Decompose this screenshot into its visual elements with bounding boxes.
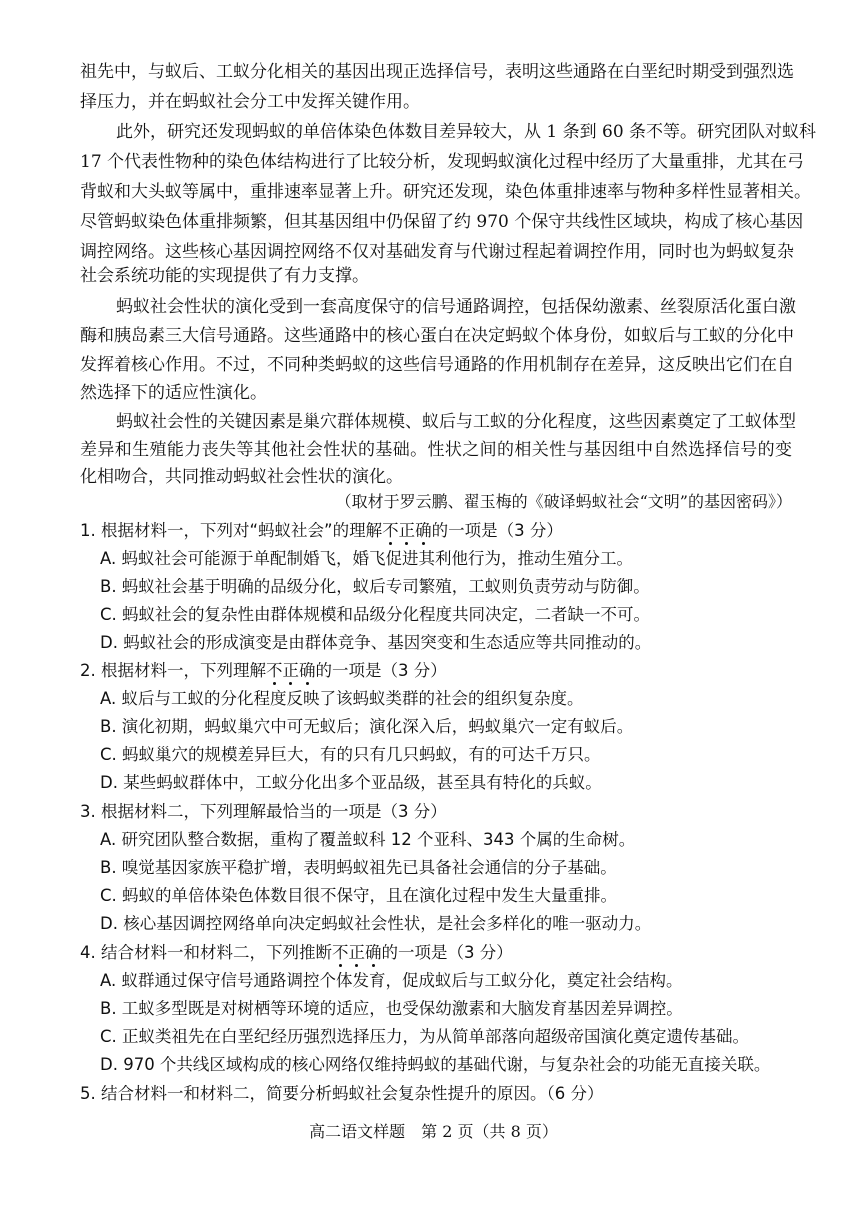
passage-line: 背蚁和大头蚁等属中，重排速率显著上升。研究还发现，染色体重排速率与物种多样性显著相关。 (80, 182, 811, 202)
page-footer: 高二语文样题 第 2 页（共 8 页） (309, 1122, 558, 1141)
emphasis-marked-text: 不正确 (382, 521, 432, 540)
question-4-option-b: B. 工蚁多型既是对树栖等环境的适应，也受保幼激素和大脑发育基因差异调控。 (100, 999, 683, 1018)
question-2-option-a: A. 蚁后与工蚁的分化程度反映了该蚂蚁类群的社会的组织复杂度。 (100, 689, 584, 708)
passage-line: 择压力，并在蚂蚁社会分工中发挥关键作用。 (80, 92, 420, 112)
question-4-option-d: D. 970 个共线区域构成的核心网络仅维持蚂蚁的基础代谢，与复杂社会的功能无直接关联。 (100, 1055, 771, 1074)
question-3-stem: 3. 根据材料二，下列理解最恰当的一项是（3 分） (80, 802, 447, 821)
passage-line: 祖先中，与蚁后、工蚁分化相关的基因出现正选择信号，表明这些通路在白垩纪时期受到强烈选 (80, 62, 794, 82)
question-2-stem: 2. 根据材料一，下列理解不正确的一项是（3 分） (80, 661, 447, 680)
passage-line: 蚂蚁社会性的关键因素是巢穴群体规模、蚁后与工蚁的分化程度，这些因素奠定了工蚁体型 (116, 412, 796, 432)
question-5-stem: 5. 结合材料一和材料二，简要分析蚂蚁社会复杂性提升的原因。（6 分） (80, 1084, 604, 1103)
question-4-stem: 4. 结合材料一和材料二，下列推断不正确的一项是（3 分） (80, 943, 513, 962)
question-2-option-d: D. 某些蚂蚁群体中，工蚁分化出多个亚品级，甚至具有特化的兵蚁。 (100, 773, 602, 792)
passage-line: 酶和胰岛素三大信号通路。这些通路中的核心蛋白在决定蚂蚁个体身份，如蚁后与工蚁的分化中 (80, 326, 794, 346)
question-1-option-d: D. 蚂蚁社会的形成演变是由群体竞争、基因突变和生态适应等共同推动的。 (100, 633, 652, 652)
passage-line: 17 个代表性物种的染色体结构进行了比较分析，发现蚂蚁演化过程中经历了大量重排，尤其在弓 (80, 152, 805, 172)
question-1-option-c: C. 蚂蚁社会的复杂性由群体规模和品级分化程度共同决定，二者缺一不可。 (100, 605, 651, 624)
source-citation: （取材于罗云鹏、翟玉梅的《破译蚂蚁社会“文明”的基因密码》） (335, 492, 792, 511)
question-4-option-c: C. 正蚁类祖先在白垩纪经历强烈选择压力，为从简单部落向超级帝国演化奠定遗传基础。 (100, 1027, 750, 1046)
passage-line: 差异和生殖能力丧失等其他社会性状的基础。性状之间的相关性与基因组中自然选择信号的变 (80, 440, 792, 460)
passage-line: 蚂蚁社会性状的演化受到一套高度保守的信号通路调控，包括保幼激素、丝裂原活化蛋白激 (116, 297, 796, 317)
passage-line: 尽管蚂蚁染色体重排频繁，但其基因组中仍保留了约 970 个保守共线性区域块，构成了核心基因 (80, 212, 804, 232)
passage-line: 化相吻合，共同推动蚂蚁社会性状的演化。 (80, 467, 403, 487)
question-3-option-b: B. 嗅觉基因家族平稳扩增，表明蚂蚁祖先已具备社会通信的分子基础。 (100, 858, 617, 877)
question-2-option-b: B. 演化初期，蚂蚁巢穴中可无蚁后；演化深入后，蚂蚁巢穴一定有蚁后。 (100, 717, 634, 736)
question-3-option-d: D. 核心基因调控网络单向决定蚂蚁社会性状，是社会多样化的唯一驱动力。 (100, 914, 652, 933)
passage-line: 发挥着核心作用。不过，不同种类蚂蚁的这些信号通路的作用机制存在差异，这反映出它们在自 (80, 355, 794, 375)
emphasis-marked-text: 不正确 (266, 661, 316, 680)
question-4-option-a: A. 蚁群通过保守信号通路调控个体发育，促成蚁后与工蚁分化，奠定社会结构。 (100, 971, 683, 990)
passage-line: 此外，研究还发现蚂蚁的单倍体染色体数目差异较大，从 1 条到 60 条不等。研究团队对蚁科 (116, 122, 817, 142)
passage-line: 然选择下的适应性演化。 (80, 383, 267, 403)
passage-line: 调控网络。这些核心基因调控网络不仅对基础发育与代谢过程起着调控作用，同时也为蚂蚁复杂 (80, 242, 794, 262)
question-1-option-b: B. 蚂蚁社会基于明确的品级分化，蚁后专司繁殖，工蚁则负责劳动与防御。 (100, 577, 650, 596)
question-1-stem: 1. 根据材料一，下列对“蚂蚁社会”的理解不正确的一项是（3 分） (80, 521, 563, 540)
question-2-option-c: C. 蚂蚁巢穴的规模差异巨大，有的只有几只蚂蚁，有的可达千万只。 (100, 745, 601, 764)
question-3-option-c: C. 蚂蚁的单倍体染色体数目很不保守，且在演化过程中发生大量重排。 (100, 886, 618, 905)
emphasis-marked-text: 不正确 (332, 943, 382, 962)
passage-line: 社会系统功能的实现提供了有力支撑。 (80, 266, 369, 286)
question-1-option-a: A. 蚂蚁社会可能源于单配制婚飞，婚飞促进其利他行为，推动生殖分工。 (100, 549, 633, 568)
question-3-option-a: A. 研究团队整合数据，重构了覆盖蚁科 12 个亚科、343 个属的生命树。 (100, 830, 636, 849)
